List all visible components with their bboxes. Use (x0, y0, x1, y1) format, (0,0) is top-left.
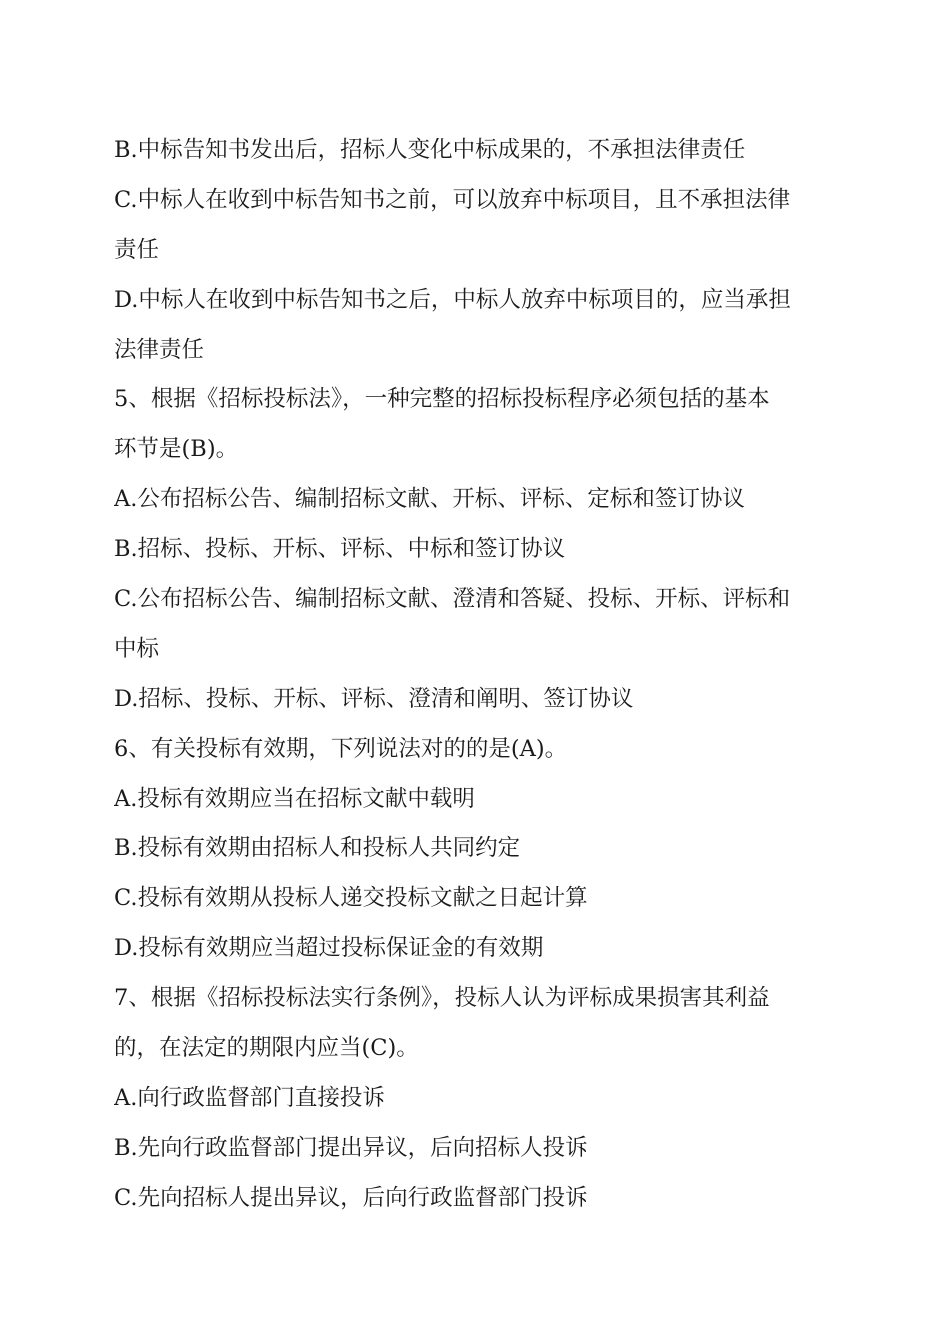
option-4d: D.中标人在收到中标告知书之后，中标人放弃中标项目的，应当承担 (114, 286, 791, 313)
document-body (114, 126, 836, 1224)
option-7b: B.先向行政监督部门提出异议，后向招标人投诉 (114, 1134, 588, 1161)
option-7c: C.先向招标人提出异议，后向行政监督部门投诉 (114, 1184, 588, 1211)
question-7: 7、根据《招标投标法实行条例》，投标人认为评标成果损害其利益 (114, 985, 770, 1012)
option-5c-continued: 中标 (114, 635, 160, 662)
option-5d: D.招标、投标、开标、评标、澄清和阐明、签订协议 (114, 685, 634, 712)
option-5c: C.公布招标公告、编制招标文献、澄清和答疑、投标、开标、评标和 (114, 586, 791, 613)
option-7a: A.向行政监督部门直接投诉 (114, 1084, 385, 1111)
option-6c: C.投标有效期从投标人递交投标文献之日起计算 (114, 885, 588, 912)
option-5a: A.公布招标公告、编制招标文献、开标、评标、定标和签订协议 (114, 486, 745, 513)
option-4d-continued: 法律责任 (114, 336, 205, 363)
question-5: 5、根据《招标投标法》，一种完整的招标投标程序必须包括的基本 (114, 386, 770, 413)
option-6a: A.投标有效期应当在招标文献中载明 (114, 785, 475, 812)
option-6b: B.投标有效期由招标人和投标人共同约定 (114, 835, 521, 862)
question-6: 6、有关投标有效期，下列说法对的的是(A)。 (114, 735, 568, 762)
option-6d: D.投标有效期应当超过投标保证金的有效期 (114, 935, 544, 962)
option-5b: B.招标、投标、开标、评标、中标和签订协议 (114, 536, 566, 563)
option-4c-continued: 责任 (114, 236, 160, 263)
question-5-continued: 环节是(B)。 (114, 436, 239, 463)
option-4c: C.中标人在收到中标告知书之前，可以放弃中标项目，且不承担法律 (114, 186, 791, 213)
question-7-continued: 的，在法定的期限内应当(C)。 (114, 1035, 419, 1062)
option-4b: B.中标告知书发出后，招标人变化中标成果的，不承担法律责任 (114, 137, 746, 163)
